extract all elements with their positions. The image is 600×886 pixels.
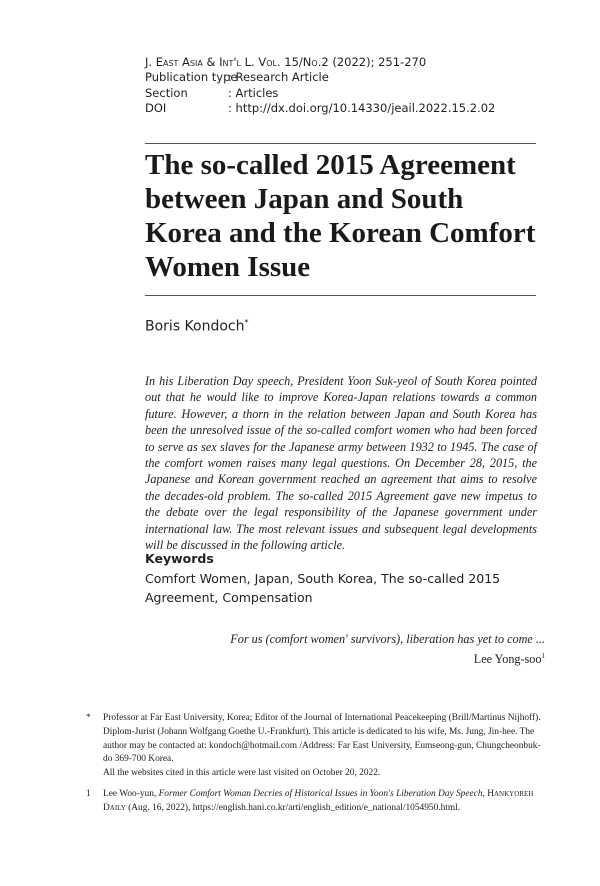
footnote-1-title: Former Comfort Woman Decries of Historical Issues in Yoon's Liberation Day Speech <box>158 789 483 799</box>
doi-row <box>145 101 495 116</box>
footnote-1-text <box>103 788 543 816</box>
section-row <box>145 86 495 101</box>
epigraph-attribution <box>474 652 545 667</box>
footnote-1 <box>86 788 543 816</box>
journal-citation: J. East Asia & Int'l L. Vol. 15/No.2 (2022); 251-270 <box>145 55 427 69</box>
keywords-heading: Keywords <box>145 551 214 566</box>
footnote-author-text: Professor at Far East University, Korea; Editor of the Journal of International Peacekeeping (Brill/Martinus Nijhoff). Diplom-Jurist (Johann Wolfgang Goethe U.-Frankfurt). This article is dedicated to his wife, Ms. Jung, Jin-hee. The author may be contacted at: kondoch@hotmail.com /Address: Far East University, Eumseong-gun, Chungcheonbuk-do 369-700 Korea. <box>103 713 541 765</box>
footnote-mark-1: 1 <box>86 789 91 799</box>
footnote-mark-star: * <box>86 713 91 723</box>
footnote-1-rest[interactable]: (Aug. 16, 2022), https://english.hani.co.kr/arti/english_edition/e_national/1054950.html. <box>125 802 461 813</box>
doi-value[interactable]: : http://dx.doi.org/10.14330/jeail.2022.15.2.02 <box>228 101 496 116</box>
author-name: Boris Kondoch <box>145 318 245 335</box>
title-bottom-rule <box>145 295 536 296</box>
footnote-author <box>86 712 543 781</box>
section-value: : Articles <box>228 85 279 100</box>
article-metadata <box>145 55 495 117</box>
footnote-1-source: Hankyoreh Daily <box>103 789 534 813</box>
doi-label: DOI <box>145 101 167 116</box>
section-label: Section <box>145 85 188 100</box>
publication-type-label: Publication type <box>145 70 238 85</box>
author-line <box>145 318 249 335</box>
title-top-rule <box>145 143 536 144</box>
footnote-1-separator: , <box>482 789 488 799</box>
epigraph-footnote-mark[interactable]: 1 <box>541 652 545 660</box>
epigraph-author: Lee Yong-soo <box>473 652 542 667</box>
footnote-websites-note: All the websites cited in this article were last visited on October 20, 2022. <box>103 768 381 779</box>
publication-type-value: : Research Article <box>228 70 329 85</box>
footnote-1-author: Lee Woo-yun, <box>103 789 159 799</box>
article-title: The so-called 2015 Agreement between Japan and South Korea and the Korean Comfort Women Issue <box>145 149 536 283</box>
epigraph-quote: For us (comfort women' survivors), liberation has yet to come ... <box>230 632 545 646</box>
author-footnote-mark[interactable]: * <box>244 318 249 327</box>
abstract: In his Liberation Day speech, President Yoon Suk-yeol of South Korea pointed out that he would like to improve Korea-Japan relations towards a common future. However, a thorn in the relation between Japan and South Korea has been the unresolved issue of the so-called comfort women who had been forced to serve as sex slaves for the Japanese army between 1932 to 1945. The case of the comfort women raises many legal questions. On December 28, 2015, the Japanese and Korean government reached an agreement that aims to resolve the decades-old problem. The so-called 2015 Agreement gave new impetus to the debate over the legal responsibility of the Japanese government under international law. The most relevant issues and subsequent legal developments will be discussed in the following article. <box>145 374 537 553</box>
keywords-list: Comfort Women, Japan, South Korea, The so-called 2015 Agreement, Compensation <box>145 571 501 605</box>
publication-type-row <box>145 70 495 85</box>
